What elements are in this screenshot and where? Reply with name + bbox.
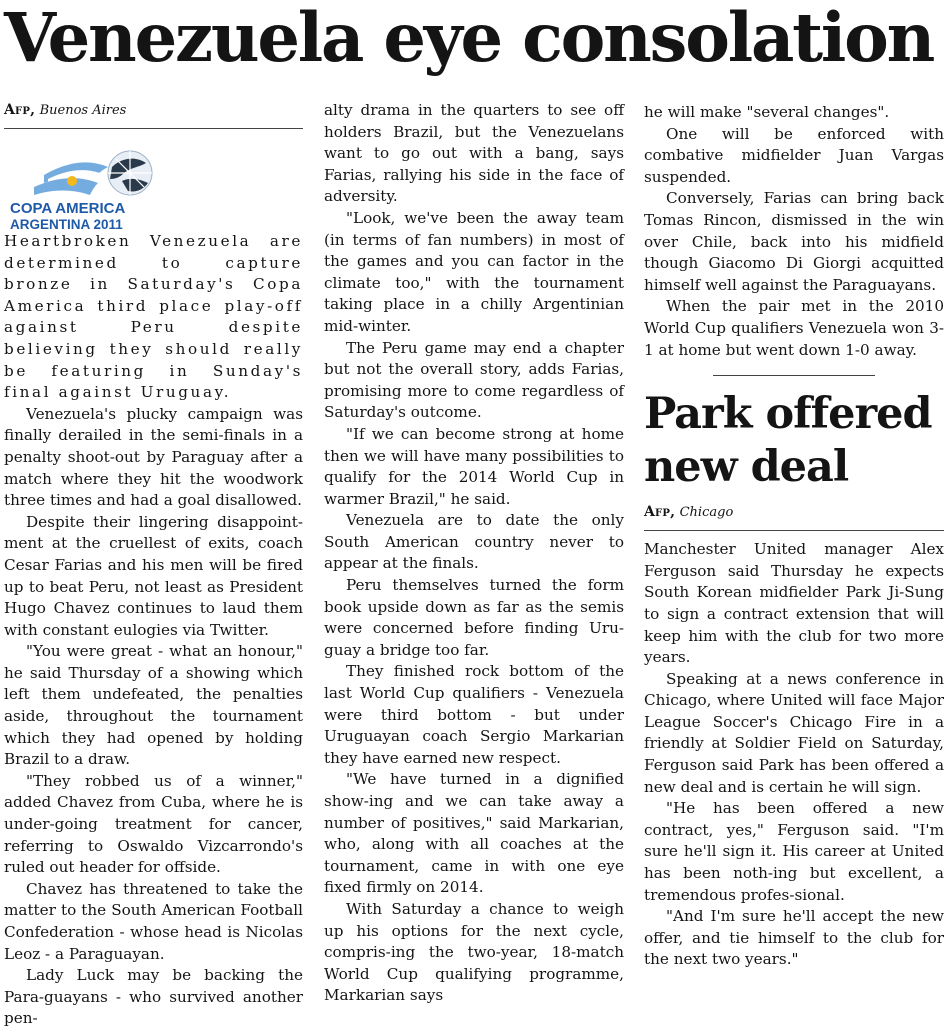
story1-paragraph: Venezuela's plucky campaign was finally derailed in the semi-finals in a penalty shoot-out by Paraguay after a match where they hit the woodwork three times and had a goal disallowed.	[4, 404, 303, 510]
story1-paragraph: When the pair met in the 2010 World Cup qualifiers Venezuela won 3-1 at home but went down 1-0 away.	[644, 297, 944, 359]
main-headline: Venezuela eye consolation	[4, 0, 934, 77]
story-divider	[713, 375, 875, 376]
story1-paragraph: Lady Luck may be backing the Para-guayans - who survived another pen-	[4, 966, 303, 1028]
story1-paragraph: Conversely, Farias can bring back Tomas Rincon, dismissed in the win over Chile, back into his midfield though Giacomo Di Giorgi acquitted himself well against the Paraguayans.	[644, 189, 944, 294]
story1-paragraph: alty drama in the quarters to see off holders Brazil, but the Venezuelans want to go out with a bang, says Farias, rallying his side in the face of adversity.	[324, 101, 624, 206]
story2-headline: Park offered new deal	[644, 389, 932, 493]
story2-paragraph: Speaking at a news conference in Chicago, where United will face Major League Soccer's Chicago Fire in a friendly at Soldier Field on Saturday, Ferguson said Park has been offered a new deal and is certain he will sign.	[644, 669, 944, 796]
article-column-3	[644, 102, 944, 971]
story1-paragraph: "We have turned in a dignified show-ing and we can take away a number of positives," said Markarian, who, along with all coaches at the tournament, came in with one eye fixed firmly on 2014.	[324, 770, 624, 897]
story1-paragraph: Chavez has threatened to take the matter to the South American Football Confederation - whose head is Nicolas Leoz - a Paraguayan.	[4, 879, 303, 963]
logo-line-1: COPA AMERICA	[10, 200, 126, 217]
story2-byline-rule	[644, 530, 944, 531]
story1-paragraph: "You were great - what an honour," he said Thursday of a showing which left them undefeated, the penalties aside, throughout the tournament which they had opened by holding Brazil to a draw.	[4, 642, 303, 769]
article-column-2	[324, 100, 624, 1007]
byline-agency: Afp,	[4, 102, 36, 118]
story1-paragraph: The Peru game may end a chapter but not the overall story, adds Farias, promising more to come regardless of Saturday's outcome.	[324, 338, 624, 422]
story2-byline	[644, 502, 944, 523]
story1-paragraph: Venezuela are to date the only South American country never to appear at the finals.	[324, 511, 624, 573]
byline-rule	[4, 128, 303, 129]
story1-paragraph: With Saturday a chance to weigh up his options for the next cycle, compris-ing the two-year, 18-match World Cup qualifying programme, Markarian says	[324, 899, 624, 1005]
story1-paragraph: "If we can become strong at home then we will have many possibilities to qualify for the 2014 World Cup in warmer Brazil," he said.	[324, 424, 624, 508]
story2-paragraph: Manchester United manager Alex Ferguson said Thursday he expects South Korean midfielder Park Ji-Sung to sign a contract extension that will keep him with the club for two more years.	[644, 540, 944, 667]
story2-byline-place: Chicago	[679, 505, 734, 521]
byline	[4, 100, 303, 121]
logo-line-2: ARGENTINA 2011	[10, 217, 123, 231]
story1-paragraph: They finished rock bottom of the last World Cup qualifiers - Venezuela were third bottom - but under Uruguayan coach Sergio Markarian they have earned new respect.	[324, 662, 624, 767]
story2-byline-agency: Afp,	[644, 504, 676, 521]
story1-paragraph: he will make "several changes".	[644, 103, 890, 121]
copa-america-logo	[4, 137, 170, 231]
story2-paragraph: "He has been offered a new contract, yes," Ferguson said. "I'm sure he'll sign it. His career at United has been noth-ing but excellent, a tremendous profes-sional.	[644, 799, 944, 904]
story1-paragraph: "They robbed us of a winner," added Chavez from Cuba, where he is under-going treatment for cancer, referring to Oswaldo Vizcarrondo's ruled out header for offside.	[4, 771, 303, 877]
story2-paragraph: "And I'm sure he'll accept the new offer, and tie himself to the club for the next two years."	[644, 907, 944, 969]
byline-place: Buenos Aires	[39, 103, 127, 118]
story1-paragraph: Despite their lingering disappoint-ment at the cruellest of exits, coach Cesar Farias and his men will be fired up to beat Peru, not least as President Hugo Chavez continues to laud them with constant eulogies via Twitter.	[4, 512, 303, 639]
story1-paragraph: Peru themselves turned the form book upside down as far as the semis were concerned before finding Uru-guay a bridge too far.	[324, 576, 624, 659]
article-column-1	[4, 100, 303, 1030]
story1-paragraph: One will be enforced with combative midfielder Juan Vargas suspended.	[644, 124, 944, 186]
story1-lead: Heartbroken Venezuela are determined to capture bronze in Saturday's Copa America third place play-off against Peru despite believing they should really be featuring in Sunday's final against Uruguay.	[4, 232, 303, 402]
story1-paragraph: "Look, we've been the away team (in terms of fan numbers) in most of the games and you can factor in the climate too," with the tournament taking place in a chilly Argentinian mid-winter.	[324, 208, 624, 335]
copa-america-logo-graphic	[4, 137, 170, 231]
